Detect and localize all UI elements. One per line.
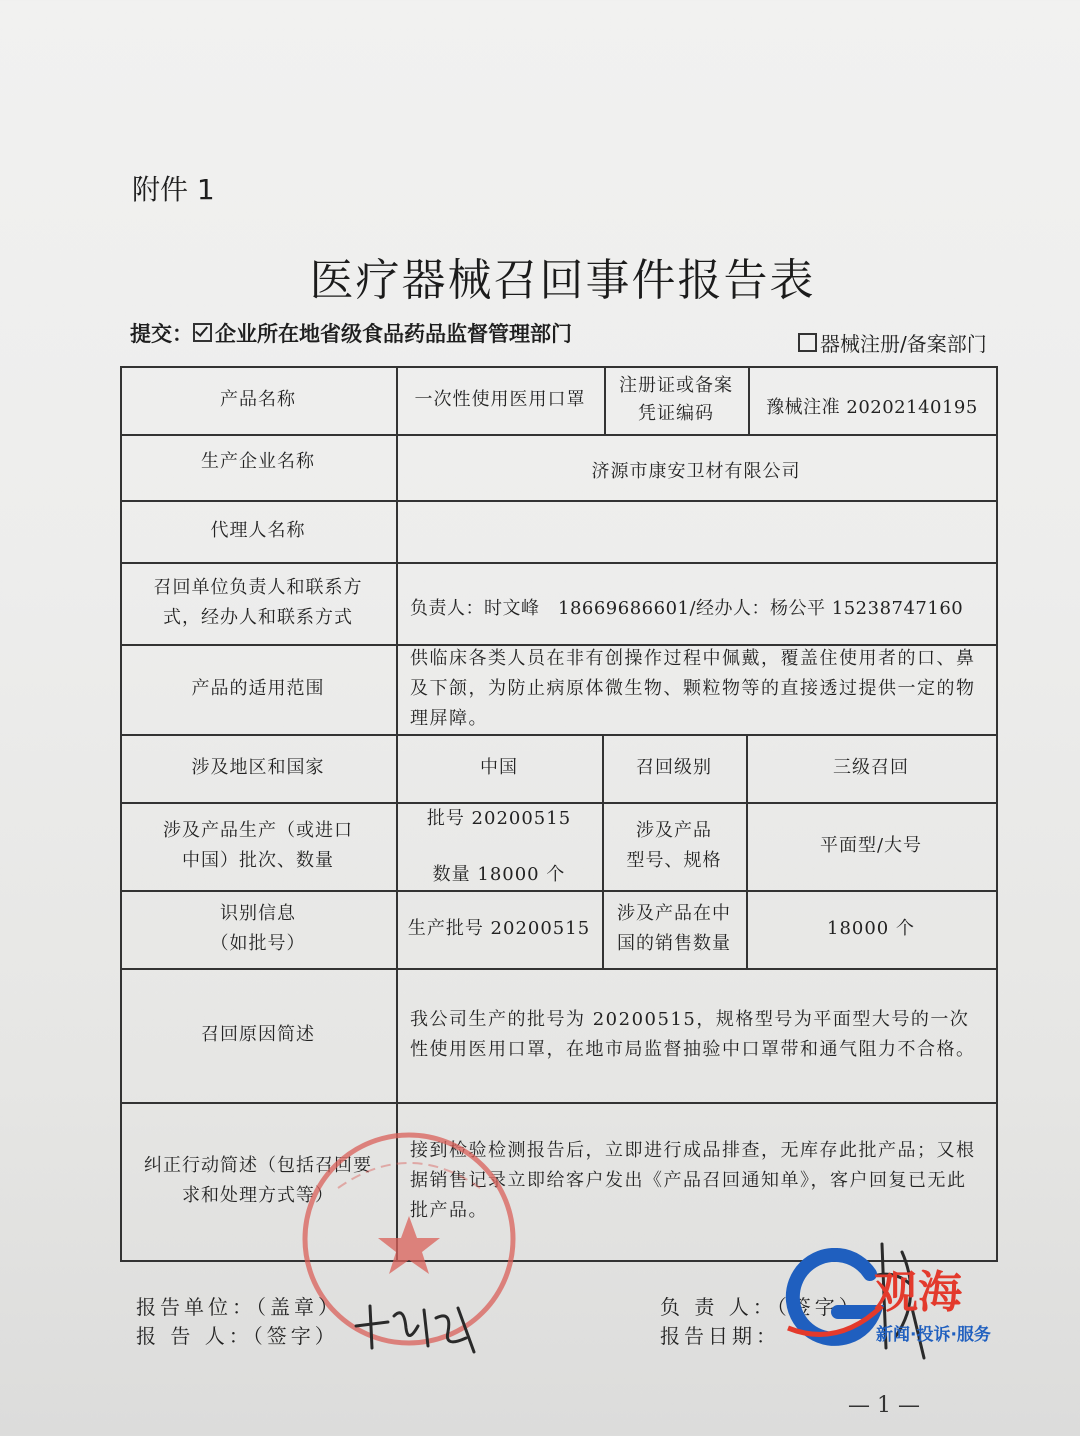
- watermark-brand: 观海: [874, 1267, 962, 1318]
- label-sales-line1: 涉及产品在中: [617, 903, 731, 924]
- value-scope: 供临床各类人员在非有创操作过程中佩戴，覆盖住使用者的口、鼻及下颌，为防止病原体微生物、颗粒物等的直接透过提供一定的物理屏障。: [410, 648, 976, 729]
- value-batch: [396, 802, 602, 890]
- label-model-line2: 型号、规格: [626, 850, 722, 871]
- label-batch-line1: 涉及产品生产（或进口: [163, 820, 353, 841]
- submit-option-registration-dept: [798, 328, 987, 357]
- label-contact-line2: 式，经办人和联系方式: [163, 607, 353, 628]
- label-product-name: 产品名称: [220, 389, 296, 410]
- label-identification: [120, 890, 396, 968]
- label-model: [602, 802, 746, 890]
- footer-responsible: 负 责 人：（签字）: [660, 1295, 863, 1319]
- page-number: — 1 —: [848, 1393, 920, 1418]
- value-agent: [396, 500, 996, 562]
- label-recall-level: 召回级别: [636, 757, 712, 778]
- label-contact-line1: 召回单位负责人和联系方: [153, 577, 363, 598]
- label-manufacturer: 生产企业名称: [201, 451, 315, 472]
- label-identification-line1: 识别信息: [220, 903, 296, 924]
- submit-line: [130, 318, 572, 348]
- label-recall-reason: 召回原因简述: [201, 1024, 315, 1045]
- g-logo-icon: [778, 1248, 888, 1348]
- watermark-slogan: 新闻·投诉·服务: [876, 1325, 991, 1345]
- label-contact: [120, 562, 396, 644]
- value-recall-reason: 我公司生产的批号为 20200515，规格型号为平面型大号的一次性使用医用口罩，在地市局监督抽验中口罩带和通气阻力不合格。: [410, 1009, 976, 1060]
- news-watermark: [778, 1248, 1028, 1348]
- label-sales-line2: 国的销售数量: [617, 933, 731, 954]
- label-corrective-action-line2: 求和处理方式等）: [182, 1185, 334, 1206]
- label-region: 涉及地区和国家: [191, 757, 325, 778]
- value-sales: 18000 个: [827, 918, 915, 939]
- value-product-name: 一次性使用医用口罩: [414, 389, 586, 410]
- page-title: 医疗器械召回事件报告表: [309, 255, 816, 306]
- label-batch: [120, 802, 396, 890]
- value-manufacturer: 济源市康安卫材有限公司: [591, 461, 801, 482]
- value-recall-level: 三级召回: [833, 757, 909, 778]
- submit-prefix: 提交：: [130, 322, 193, 346]
- label-model-line1: 涉及产品: [636, 820, 712, 841]
- checkbox-checked-icon[interactable]: [193, 323, 212, 342]
- footer-report-date: 报告日期：: [660, 1324, 780, 1348]
- label-scope: 产品的适用范围: [191, 678, 325, 699]
- submit-option-provincial: 企业所在地省级食品药品监督管理部门: [215, 322, 572, 346]
- value-batch-qty: 数量 18000 个: [432, 864, 566, 885]
- value-registration-no: 豫械注准 20202140195: [766, 397, 978, 418]
- label-identification-line2: （如批号）: [210, 933, 306, 954]
- reporter-signature: [348, 1296, 488, 1356]
- report-table: [120, 366, 998, 1262]
- value-corrective-action: 接到检验检测报告后，立即进行成品排查，无库存此批产品；又根据销售记录立即给客户发出《产品召回通知单》，客户回复已无此批产品。: [410, 1140, 976, 1221]
- label-sales: [602, 890, 746, 968]
- value-model: 平面型/大号: [819, 835, 923, 856]
- label-registration-no: [604, 366, 748, 434]
- value-contact: 负责人：时文峰 18669686601/经办人：杨公平 15238747160: [410, 598, 964, 619]
- value-batch-no: 批号 20200515: [426, 808, 572, 829]
- submit-option-registration-label: 器械注册/备案部门: [820, 332, 987, 356]
- footer-reporter: 报 告 人：（签字）: [136, 1324, 339, 1348]
- label-batch-line2: 中国）批次、数量: [182, 850, 334, 871]
- attachment-label: 附件 1: [132, 173, 215, 206]
- label-agent: 代理人名称: [210, 520, 306, 541]
- checkbox-empty-icon[interactable]: [798, 333, 817, 352]
- value-identification: 生产批号 20200515: [407, 918, 591, 939]
- label-registration-no-line2: 凭证编码: [638, 403, 714, 424]
- label-registration-no-line1: 注册证或备案: [619, 375, 733, 396]
- value-region: 中国: [480, 757, 518, 778]
- label-corrective-action-line1: 纠正行动简述（包括召回要: [144, 1155, 372, 1176]
- footer-report-unit: 报告单位：（盖章）: [136, 1295, 342, 1319]
